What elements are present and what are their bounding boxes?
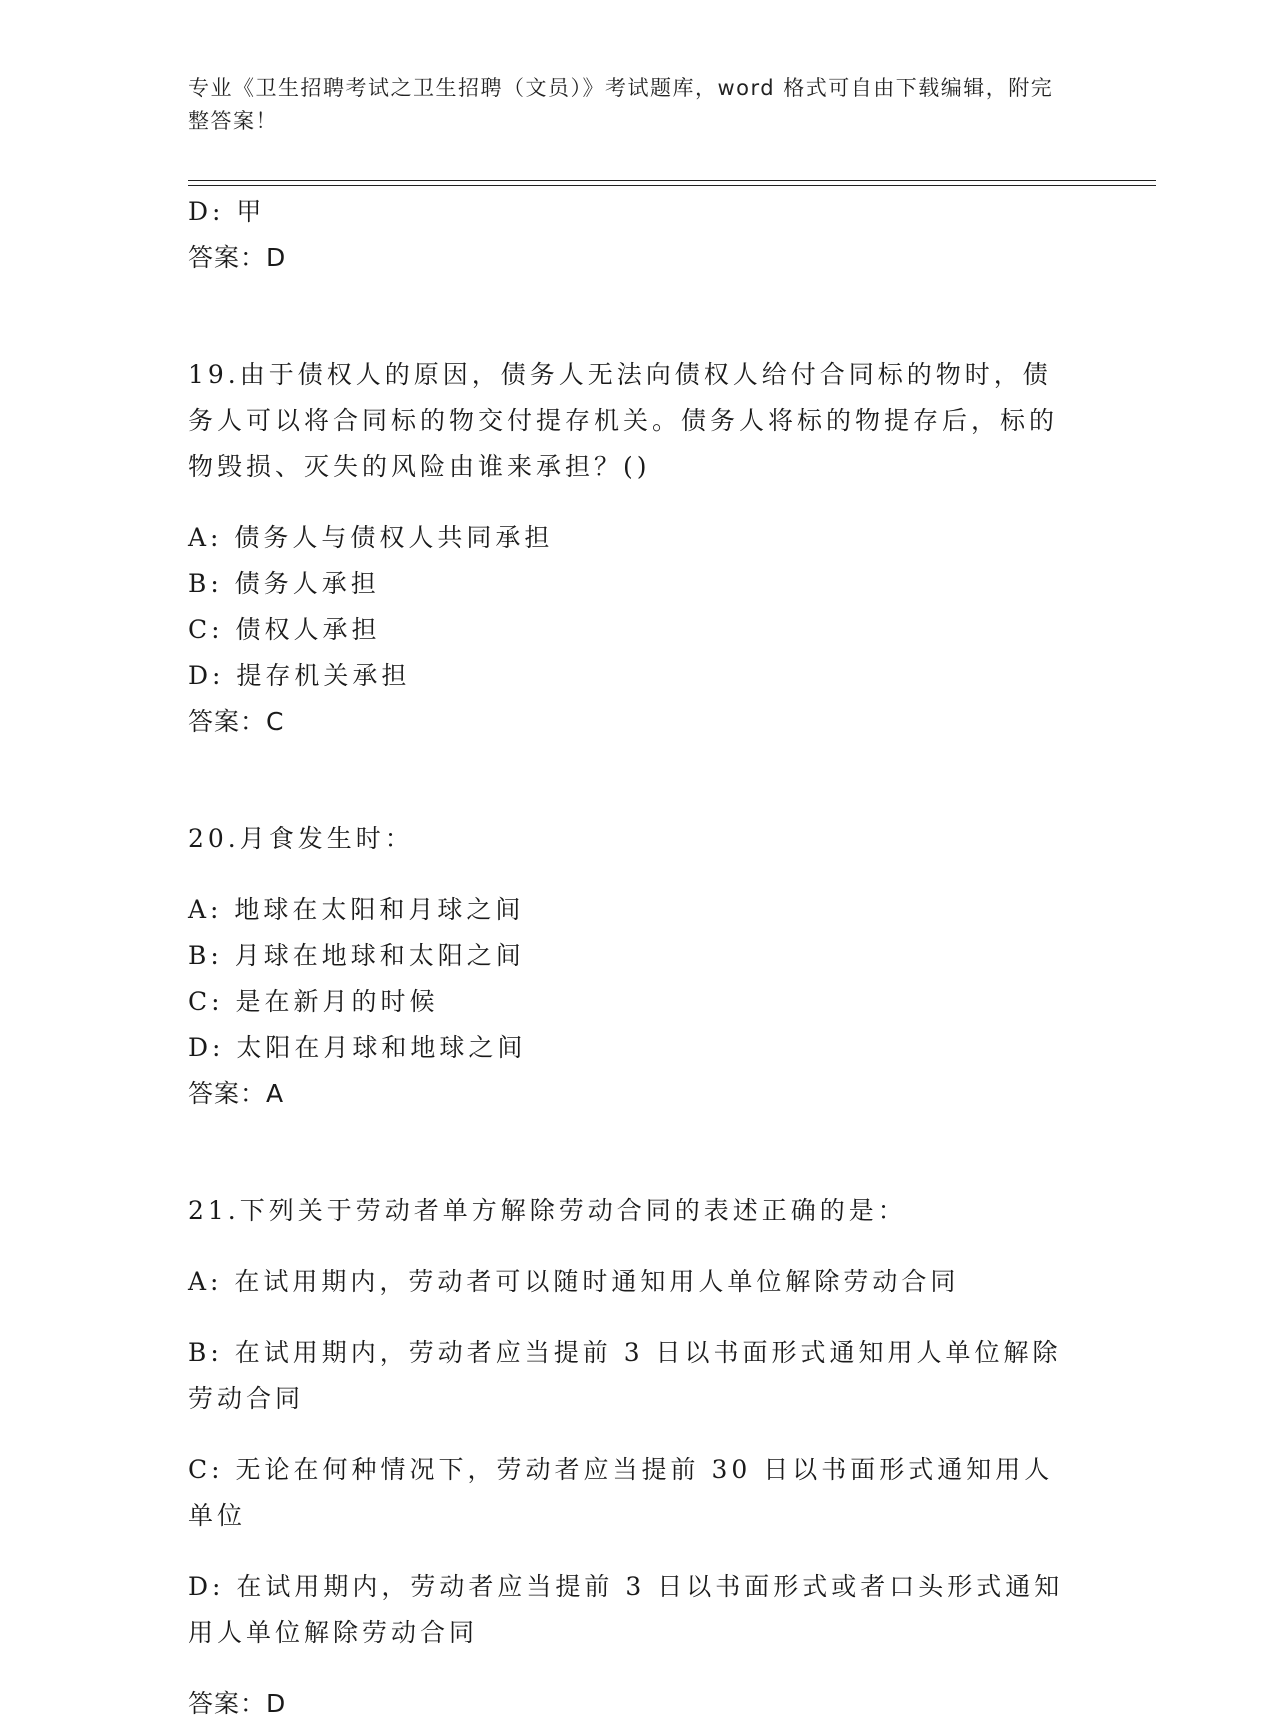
header-divider-top: [188, 180, 1156, 181]
question-20: [188, 816, 1088, 1117]
header-divider-bottom: [188, 185, 1156, 186]
question-19: [188, 352, 1088, 745]
option-d: D: 太阳在月球和地球之间: [188, 1033, 527, 1062]
option-a: A: 债务人与债权人共同承担: [188, 523, 554, 552]
question-stem: 19.由于债权人的原因，债务人无法向债权人给付合同标的物时，债务人可以将合同标的物交付提存机关。债务人将标的物提存后，标的物毁损、灭失的风险由谁来承担？(): [188, 360, 1059, 481]
previous-option-d: D: 甲: [188, 197, 266, 226]
option-d: D: 在试用期内，劳动者应当提前 3 日以书面形式或者口头形式通知用人单位解除劳动合同: [188, 1572, 1064, 1647]
question-21: [188, 1188, 1088, 1727]
option-a: A: 在试用期内，劳动者可以随时通知用人单位解除劳动合同: [188, 1267, 960, 1296]
previous-answer: 答案：D: [188, 243, 287, 272]
option-c: C: 是在新月的时候: [188, 987, 439, 1016]
option-c: C: 无论在何种情况下，劳动者应当提前 30 日以书面形式通知用人单位: [188, 1455, 1054, 1530]
answer: 答案：C: [188, 707, 285, 736]
option-b: B: 债务人承担: [188, 569, 380, 598]
question-stem: 21.下列关于劳动者单方解除劳动合同的表述正确的是：: [188, 1196, 907, 1225]
spacer: [188, 745, 1088, 791]
option-c: C: 债权人承担: [188, 615, 381, 644]
option-b: B: 月球在地球和太阳之间: [188, 941, 525, 970]
option-a: A: 地球在太阳和月球之间: [188, 895, 525, 924]
answer: 答案：D: [188, 1689, 287, 1718]
document-header: 专业《卫生招聘考试之卫生招聘（文员）》考试题库，word 格式可自由下载编辑，附完整答案！: [188, 76, 1054, 133]
spacer: [188, 281, 1088, 327]
spacer: [188, 1117, 1088, 1163]
question-content: [188, 189, 1088, 1727]
option-b: B: 在试用期内，劳动者应当提前 3 日以书面形式通知用人单位解除劳动合同: [188, 1338, 1062, 1413]
question-stem: 20.月食发生时：: [188, 824, 414, 853]
answer: 答案：A: [188, 1079, 285, 1108]
option-d: D: 提存机关承担: [188, 661, 411, 690]
